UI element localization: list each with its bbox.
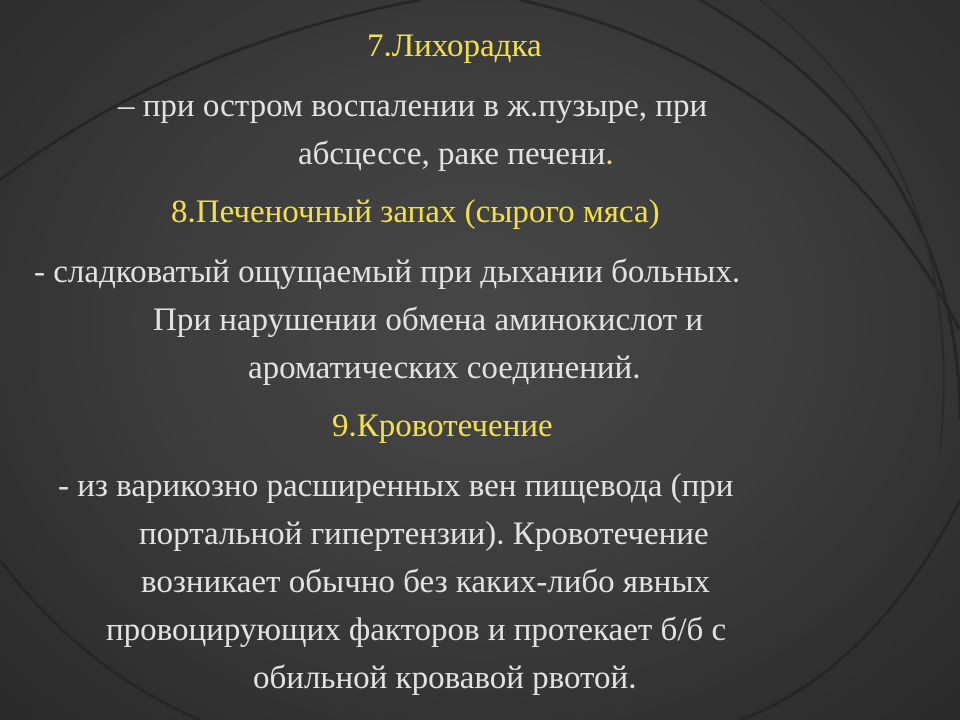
bleeding-text-line-1: - из варикозно расширенных вен пищевода (при <box>58 468 734 504</box>
bleeding-text-line-5: обильной кровавой рвотой. <box>253 660 637 696</box>
fever-text-line-2-period: . <box>605 136 614 172</box>
liver-odor-text-line-3: ароматических соединений. <box>248 350 641 386</box>
fever-text-line-2 <box>298 134 614 174</box>
bleeding-text-line-3: возникает обычно без каких-либо явных <box>141 564 710 600</box>
section-heading-liver-odor: 8.Печеночный запах (сырого мяса) <box>171 194 660 230</box>
fever-text-line-1: – при остром воспалении в ж.пузыре, при <box>118 88 708 124</box>
liver-odor-text-line-2: При нарушении обмена аминокислот и <box>153 302 704 338</box>
bleeding-text-line-4: провоцирующих факторов и протекает б/б с <box>106 612 727 648</box>
section-heading-bleeding: 9.Кровотечение <box>332 408 553 444</box>
liver-odor-text-line-1: - сладковатый ощущаемый при дыхании больных. <box>34 254 741 290</box>
fever-text-line-2-body: абсцессе, раке печени <box>298 136 606 172</box>
section-heading-fever: 7.Лихорадка <box>367 28 542 64</box>
bleeding-text-line-2: портальной гипертензии). Кровотечение <box>139 516 709 552</box>
